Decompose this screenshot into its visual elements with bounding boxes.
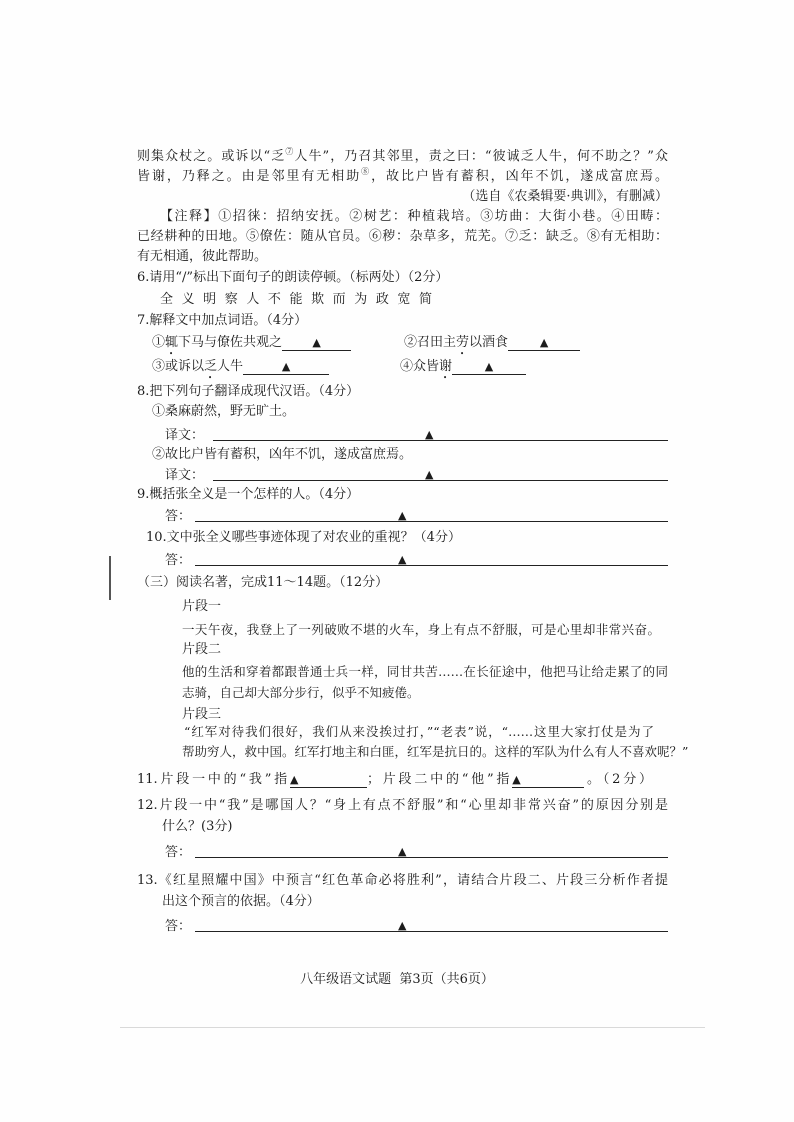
q7-item-3-before: ③或诉以 [152, 359, 205, 374]
answer-line [195, 506, 668, 522]
excerpt-1-line-1: 一天午夜，我登上了一列破败不堪的火车，身上有点不舒服，可是心里却非常兴奋。 [182, 622, 660, 637]
answer-line [213, 425, 668, 441]
excerpt-1-title: 片段一 [182, 599, 222, 614]
question-7-item-2 [404, 333, 580, 358]
question-8-prompt: 8.把下列句子翻译成现代汉语。（4分） [137, 384, 360, 399]
q7-item-1-after: 下马与僚佐共观之 [178, 335, 283, 350]
passage-line-2-end: ，故比户皆有蓄积，凶年不饥，遂成富庶焉。 [371, 169, 668, 184]
question-7-item-4 [400, 357, 526, 382]
question-9-answer-label: 答： [165, 509, 192, 524]
question-11 [137, 770, 652, 790]
answer-blank [452, 360, 526, 375]
answer-marker-icon: ▲ [398, 509, 407, 522]
page-footer: 八年级语文试题 第3页（共6页） [300, 972, 494, 987]
answer-line [213, 465, 668, 481]
answer-marker-icon: ▲ [425, 428, 434, 441]
q7-item-4-dotted-word: 谢 [439, 359, 453, 374]
passage-line-2 [137, 167, 668, 187]
question-10-prompt: 10.文中张全义哪些事迹体现了对农业的重视？（4分） [146, 530, 461, 545]
answer-marker-icon: ▲ [398, 845, 407, 858]
question-13-answer-label: 答： [165, 919, 192, 934]
q7-item-3-after: 人牛 [217, 359, 244, 374]
excerpt-2-title: 片段二 [182, 642, 222, 657]
question-12-line-1: 12.片段一中“我”是哪国人？“身上有点不舒服”和“心里却非常兴奋”的原因分别是 [137, 798, 668, 813]
answer-marker-icon: ▲ [484, 360, 494, 373]
excerpt-3-line-1: “红军对待我们很好，我们从来没挨过打，”“老表”说，“……这里大家打仗是为了 [184, 724, 654, 739]
q7-item-1-before: ① [152, 335, 166, 350]
answer-blank [282, 336, 351, 351]
scan-edge-line [120, 1027, 705, 1028]
section-3-heading: （三）阅读名著，完成11～14题。（12分） [137, 575, 389, 590]
question-12-answer-label: 答： [165, 845, 192, 860]
excerpt-2-line-1: 他的生活和穿着都跟普通士兵一样，同甘共苦……在长征途中，他把马让给走累了的同 [182, 664, 668, 679]
question-12-line-2: 什么？(3分) [162, 819, 233, 834]
answer-line [195, 842, 668, 858]
notes-line-2: 已经耕种的田地。⑤僚佐：随从官员。⑥秽：杂草多，荒芜。⑦乏：缺乏。⑧有无相助： [137, 229, 668, 244]
answer-marker-icon: ▲ [289, 773, 299, 786]
q7-item-2-before: ②召田主 [404, 335, 457, 350]
question-7-item-1 [152, 333, 351, 358]
question-8-answer-label-2: 译文： [165, 468, 205, 483]
question-13-line-2: 出这个预言的依据。（4分） [162, 894, 320, 909]
question-10-answer-label: 答： [165, 553, 192, 568]
q7-item-2-dotted-word: 劳 [456, 335, 470, 350]
answer-blank [290, 773, 367, 788]
passage-source: （选自《农桑辑要·典训》，有删减） [462, 189, 668, 204]
footnote-ref-8: ⑧ [361, 167, 372, 176]
scan-mark [109, 556, 111, 600]
question-7-prompt: 7.解释文中加点词语。（4分） [137, 313, 308, 328]
q11-text-3: 。（2分） [584, 772, 652, 787]
passage-line-1-start: 则集众杖之。或诉以“乏 [137, 149, 286, 164]
answer-marker-icon: ▲ [281, 360, 291, 373]
answer-blank [243, 360, 329, 375]
question-8-sentence-2: ②故比户皆有蓄积，凶年不饥，遂成富庶焉。 [152, 447, 413, 462]
answer-marker-icon: ▲ [512, 773, 521, 786]
answer-blank [512, 773, 584, 788]
notes-line-3: 有无相通，彼此帮助。 [137, 249, 268, 264]
q7-item-3-dotted-word: 乏 [204, 359, 218, 374]
excerpt-3-line-2: 帮助穷人，救中国。红军打地主和白匪，红军是抗日的。这样的军队为什么有人不喜欢呢？” [182, 744, 689, 759]
excerpt-3-title: 片段三 [182, 707, 222, 722]
answer-marker-icon: ▲ [539, 336, 549, 349]
question-8-sentence-1: ①桑麻蔚然，野无旷土。 [152, 404, 296, 419]
passage-line-1 [137, 147, 668, 167]
excerpt-2-line-2: 志骑，自己却大部分步行，似乎不知疲倦。 [182, 685, 420, 700]
answer-line [195, 550, 668, 566]
notes-line-1: 【注释】①招徕：招纳安抚。②树艺：种植栽培。③坊曲：大街小巷。④田畴： [160, 209, 668, 224]
q7-item-1-dotted-word: 辄 [165, 335, 179, 350]
q7-item-2-after: 以酒食 [469, 335, 509, 350]
q11-text-1: 11.片段一中的“我”指 [137, 772, 290, 787]
answer-blank [508, 336, 580, 351]
answer-marker-icon: ▲ [425, 468, 434, 481]
passage-line-1-end: 人牛”，乃召其邻里，责之曰：“彼诚乏人牛，何不助之？”众 [294, 149, 668, 164]
answer-marker-icon: ▲ [312, 336, 321, 349]
answer-line [195, 916, 668, 932]
answer-marker-icon: ▲ [398, 919, 407, 932]
question-7-item-3 [152, 357, 329, 382]
q11-text-2: ；片段二中的“他”指 [366, 772, 513, 787]
question-9-prompt: 9.概括张全义是一个怎样的人。（4分） [137, 487, 360, 502]
q7-item-4-before: ④众皆 [400, 359, 440, 374]
answer-marker-icon: ▲ [398, 553, 407, 566]
question-6-prompt: 6.请用“/”标出下面句子的朗读停顿。（标两处）（2分） [137, 270, 449, 285]
question-8-answer-label-1: 译文： [165, 428, 205, 443]
passage-line-2-start: 皆谢，乃释之。由是邻里有无相助 [137, 169, 362, 184]
question-13-line-1: 13.《红星照耀中国》中预言“红色革命必将胜利”，请结合片段二、片段三分析作者提 [137, 873, 668, 888]
footnote-ref-7: ⑦ [285, 147, 295, 156]
question-6-sentence: 全 义 明 察 人 不 能 欺 而 为 政 宽 简 [160, 292, 432, 307]
